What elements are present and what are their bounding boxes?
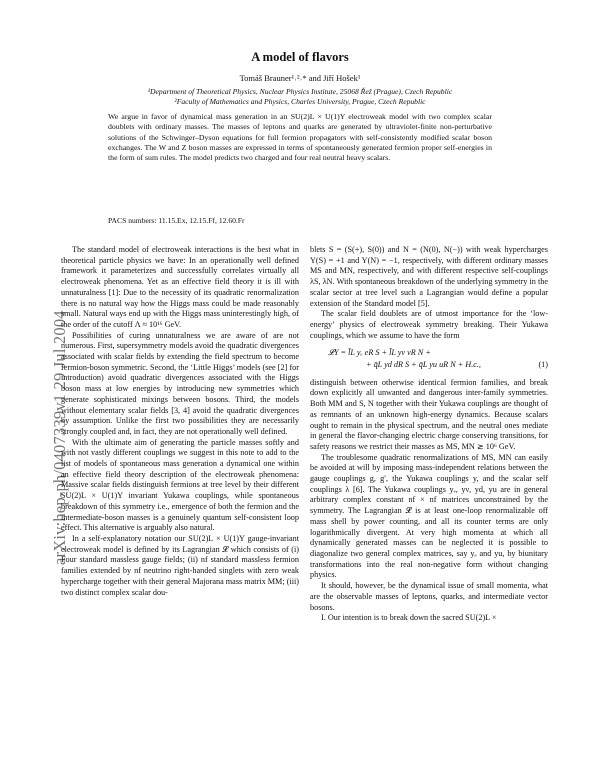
paper-authors: Tomáš Brauner¹˒²˒* and Jiří Hošek¹ [239, 73, 361, 83]
equation-line-1: 𝓛Y = l̄L yₑ eR S + l̄L yν νR N + [328, 348, 431, 358]
paragraph: blets S = (S(+), S(0)) and N = (N(0), N(−)) with weak hypercharges Y(S) = +1 and Y(N) = −1, respectively, with different ordinary masses MS and MN, respectively, and with different respective self-couplings λS, λN. With spontaneous breakdown of the underlying symmetry in the scalar sector at tree level such a Lagrangian would define a popular extension of the Standard model [5]. [310, 245, 548, 308]
equation-number: (1) [538, 360, 548, 370]
affiliation-1: ¹Department of Theoretical Physics, Nuclear Physics Institute, 25068 Řež (Prague), Czech Republic [147, 87, 453, 96]
arxiv-sidebar-stamp: arXiv:hep-ph/0407339v1 29 Jul 2004 [50, 310, 69, 565]
paper-title: A model of flavors [251, 50, 349, 64]
paragraph: With the ultimate aim of generating the particle masses softly and with not vastly different couplings we suggest in this note to add to the list of models of spontaneous mass generation a dynamical one within an effective field theory description of the electroweak phenomena: Massive scalar fields distinguish fermions at tree level by their different SU(2)L × U(1)Y invariant Yukawa couplings, while spontaneous breakdown of this symmetry i.e., emergence of both the fermion and the intermediate-boson masses is a genuinely quantum self-consistent loop effect. This alternative is arguably also natural. [61, 437, 299, 533]
right-column [310, 245, 548, 624]
equation-block [310, 348, 548, 370]
paragraph: The scalar field doublets are of utmost importance for the ‘low-energy’ physics of electroweak symmetry breaking. Their Yukawa couplings, which we assume to have the form [310, 309, 548, 340]
left-column [61, 245, 299, 598]
paragraph: Possibilities of curing unnaturalness we are aware of are not numerous. First, supersymmetry models avoid the quadratic divergences associated with scalar fields by extending the field spectrum to become fermion-boson symmetric. Second, the ‘Little Higgs’ models (see [2] for introduction) avoid quadratic divergences associated with the Higgs boson mass at low energies by introducing new symmetries which generate sophisticated mixings between bosons. Third, the models without elementary scalar fields [3, 4] avoid the quadratic divergences by assumption. Unlike the first two possibilities they are necessarily strongly coupled and, in fact, they are not operationally well defined. [61, 330, 299, 436]
paragraph: It should, however, be the dynamical issue of small momenta, what are the observable masses of leptons, quarks, and intermediate vector bosons. [310, 581, 548, 612]
abstract: We argue in favor of dynamical mass generation in an SU(2)L × U(1)Y electroweak model with two complex scalar doublets with ordinary masses. The masses of leptons and quarks are generated by ultraviolet-finite non-perturbative solutions of the Schwinger–Dyson equations for full fermion propagators with self-consistently modified scalar boson exchanges. The W and Z boson masses are expressed in terms of spontaneously generated fermion proper self-energies in the form of sum rules. The model predicts two charged and four real neutral heavy scalars. [108, 112, 492, 163]
equation-line-2: + q̄L yd dR S + q̄L yu uR N + H.c., [366, 360, 481, 370]
paragraph: I. Our intention is to break down the sacred SU(2)L × [321, 613, 497, 623]
pacs-numbers: PACS numbers: 11.15.Ex, 12.15.Ff, 12.60.Fr [108, 216, 245, 225]
paragraph: The troublesome quadratic renormalizations of MS, MN can easily be avoided at will by imposing mass-independent relations between the gauge couplings g, g′, the Yukawa couplings y, and the scalar self couplings λ [6]. The Yukawa couplings yₑ, yν, yd, yu are in general arbitrary complex constant nf × nf matrices unconstrained by the symmetry. The Lagrangian 𝓛 is at least one-loop renormalizable off mass shell by power counting, and all its counter terms are only logarithmically divergent. At very high momenta at which all dynamically generated masses can be neglected it is possible to diagonalize two general complex matrices, say yₑ and yu, by biunitary transformations into the real non-negative form without changing physics. [310, 452, 548, 580]
paragraph: The standard model of electroweak interactions is the best what in theoretical particle physics we have: In an operationally well defined framework it parameterizes and successfully correlates virtually all electroweak phenomena. Yet as an effective field theory it is ill with unnaturalness [1]: Due to the necessity of its quadratic renormalization there is no natural way how the Higgs mass could be made reasonably small. Natural ways end up with the Higgs mass uninterestingly high, of the order of the cutoff Λ ≈ 10¹⁶ GeV. [61, 245, 299, 329]
affiliation-2: ²Faculty of Mathematics and Physics, Charles University, Prague, Czech Republic [174, 97, 426, 106]
paragraph: distinguish between otherwise identical fermion families, and break down explicitly all unwanted and dangerous inter-family symmetries. Both MM and S, N together with their Yukawa couplings are thought of as remnants of an unknown high-energy dynamics. Because scalars ought to remain in the physical spectrum, and the neutral ones mediate in general the flavor-changing electric charge conserving transitions, for safety reasons we restrict their masses as MS, MN ≳ 10⁶ GeV. [310, 377, 548, 451]
paragraph: In a self-explanatory notation our SU(2)L × U(1)Y gauge-invariant electroweak model is defined by its Lagrangian 𝓛 which consists of (i) Four standard massless gauge fields; (ii) nf standard massless fermion families extended by nf neutrino right-handed singlets with zero weak hypercharge together with their general Majorana mass matrix MM; (iii) two distinct complex scalar dou- [61, 533, 299, 597]
